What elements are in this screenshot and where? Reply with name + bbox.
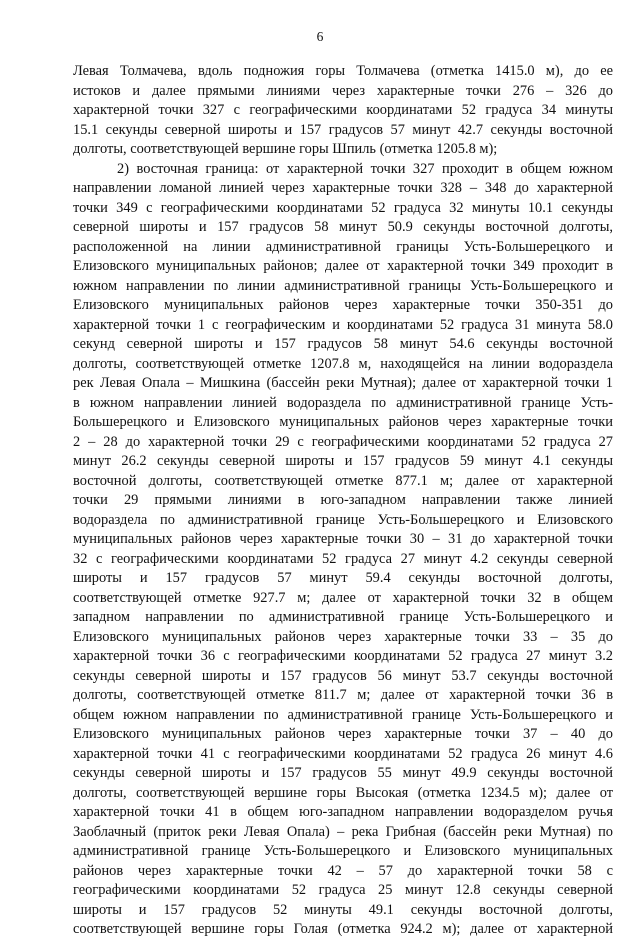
- text-line: характерной точки 41 с географическими координатами 52 градуса 26 минут 4.6: [73, 745, 613, 762]
- text-line: 2) восточная граница: от характерной точки 327 проходит в общем южном: [117, 160, 613, 177]
- text-line: муниципальных районов через характерные точки 30 – 31 до характерной точки: [73, 531, 613, 547]
- text-line: характерной точки 327 с географическими координатами 52 градуса 34 минуты: [73, 102, 613, 118]
- text-line: широты и 157 градусов 52 минуты 49.1 секунды восточной долготы,: [73, 901, 613, 918]
- text-line: соответствующей отметке 927.7 м; далее от характерной точки 32 в общем: [73, 589, 613, 606]
- text-line: северной широты и 157 градусов 58 минут 50.9 секунды восточной долготы,: [73, 219, 613, 235]
- text-line: соответствующей вершине горы Голая (отметка 924.2 м); далее от характерной: [73, 921, 613, 937]
- text-line: 2 – 28 до характерной точки 29 с географическими координатами 52 градуса 27: [73, 433, 613, 450]
- text-line: долготы, соответствующей вершине горы Высокая (отметка 1234.5 м); далее от: [73, 784, 613, 801]
- text-line: долготы, соответствующей вершине горы Шпиль (отметка 1205.8 м);: [73, 141, 498, 157]
- text-line: 15.1 секунды северной широты и 157 градусов 57 минут 42.7 секунды восточной: [73, 121, 613, 138]
- text-line: характерной точки 36 с географическими координатами 52 градуса 27 минут 3.2: [73, 648, 613, 664]
- text-line: районов через характерные точки 42 – 57 до характерной точки 58 с: [73, 862, 613, 879]
- text-line: восточной долготы, соответствующей отметке 877.1 м; далее от характерной: [73, 472, 613, 489]
- text-line: в южном направлении линией водораздела по административной границе Усть-: [73, 394, 613, 411]
- text-line: расположенной на линии административной границы Усть-Большерецкого и: [73, 238, 613, 255]
- paragraph-east-boundary: [73, 160, 613, 940]
- text-line: направлении ломаной линией через характерные точки 328 – 348 до характерной: [73, 180, 613, 196]
- text-line: 32 с географическими координатами 52 градуса 27 минут 4.2 секунды северной: [73, 550, 613, 567]
- text-line: секунды северной широты и 157 градусов 56 минут 53.7 секунды восточной: [73, 667, 613, 684]
- text-line: характерной точки 1 с географическим и координатами 52 градуса 31 минута 58.0: [73, 316, 613, 333]
- page-number: 6: [316, 29, 324, 44]
- text-line: Заоблачный (приток реки Левая Опала) – река Грибная (бассейн реки Мутная) по: [73, 823, 613, 840]
- text-line: секунд северной широты и 157 градусов 58 минут 54.6 секунды восточной: [73, 336, 613, 352]
- text-line: Елизовского муниципальных районов через характерные точки 37 – 40 до: [73, 726, 613, 742]
- text-line: точки 29 прямыми линиями в юго-западном направлении также линией: [73, 492, 613, 508]
- text-line: характерной точки 41 в общем юго-западном направлении водоразделом ручья: [73, 804, 613, 820]
- text-line: водораздела по административной границе Усть-Большерецкого и Елизовского: [73, 511, 613, 528]
- text-line: точки 349 с географическими координатами 52 градуса 32 минуты 10.1 секунды: [73, 199, 613, 216]
- text-line: долготы, соответствующей отметке 1207.8 м, находящейся на линии водораздела: [73, 355, 613, 372]
- text-line: секунды северной широты и 157 градусов 55 минут 49.9 секунды восточной: [73, 765, 613, 781]
- text-line: Большерецкого и Елизовского муниципальных районов через характерные точки: [73, 414, 613, 430]
- text-line: западном направлении по административной границе Усть-Большерецкого и: [73, 609, 613, 625]
- paragraph-west-boundary-end: [73, 62, 613, 160]
- text-line: административной границе Усть-Большерецкого и Елизовского муниципальных: [73, 843, 613, 859]
- text-line: Елизовского муниципальных районов через характерные точки 350-351 до: [73, 297, 613, 313]
- text-line: Елизовского муниципальных районов через характерные точки 33 – 35 до: [73, 628, 613, 645]
- text-line: Елизовского муниципальных районов; далее от характерной точки 349 проходит в: [73, 258, 613, 274]
- text-line: рек Левая Опала – Мишкина (бассейн реки Мутная); далее от характерной точки 1: [73, 375, 613, 391]
- text-line: минут 26.2 секунды северной широты и 157 градусов 59 минут 4.1 секунды: [73, 453, 613, 469]
- text-line: общем южном направлении по административной границе Усть-Большерецкого и: [73, 706, 613, 723]
- document-body: [73, 62, 613, 940]
- text-line: географическими координатами 52 градуса 25 минут 12.8 секунды северной: [73, 882, 613, 898]
- text-line: широты и 157 градусов 57 минут 59.4 секунды восточной долготы,: [73, 570, 613, 586]
- text-line: долготы, соответствующей отметке 811.7 м; далее от характерной точки 36 в: [73, 687, 613, 703]
- text-line: Левая Толмачева, вдоль подножия горы Толмачева (отметка 1415.0 м), до ее: [73, 63, 613, 79]
- text-line: южном направлении по линии административной границы Усть-Большерецкого и: [73, 277, 613, 294]
- text-line: истоков и далее прямыми линиями через характерные точки 276 – 326 до: [73, 82, 613, 99]
